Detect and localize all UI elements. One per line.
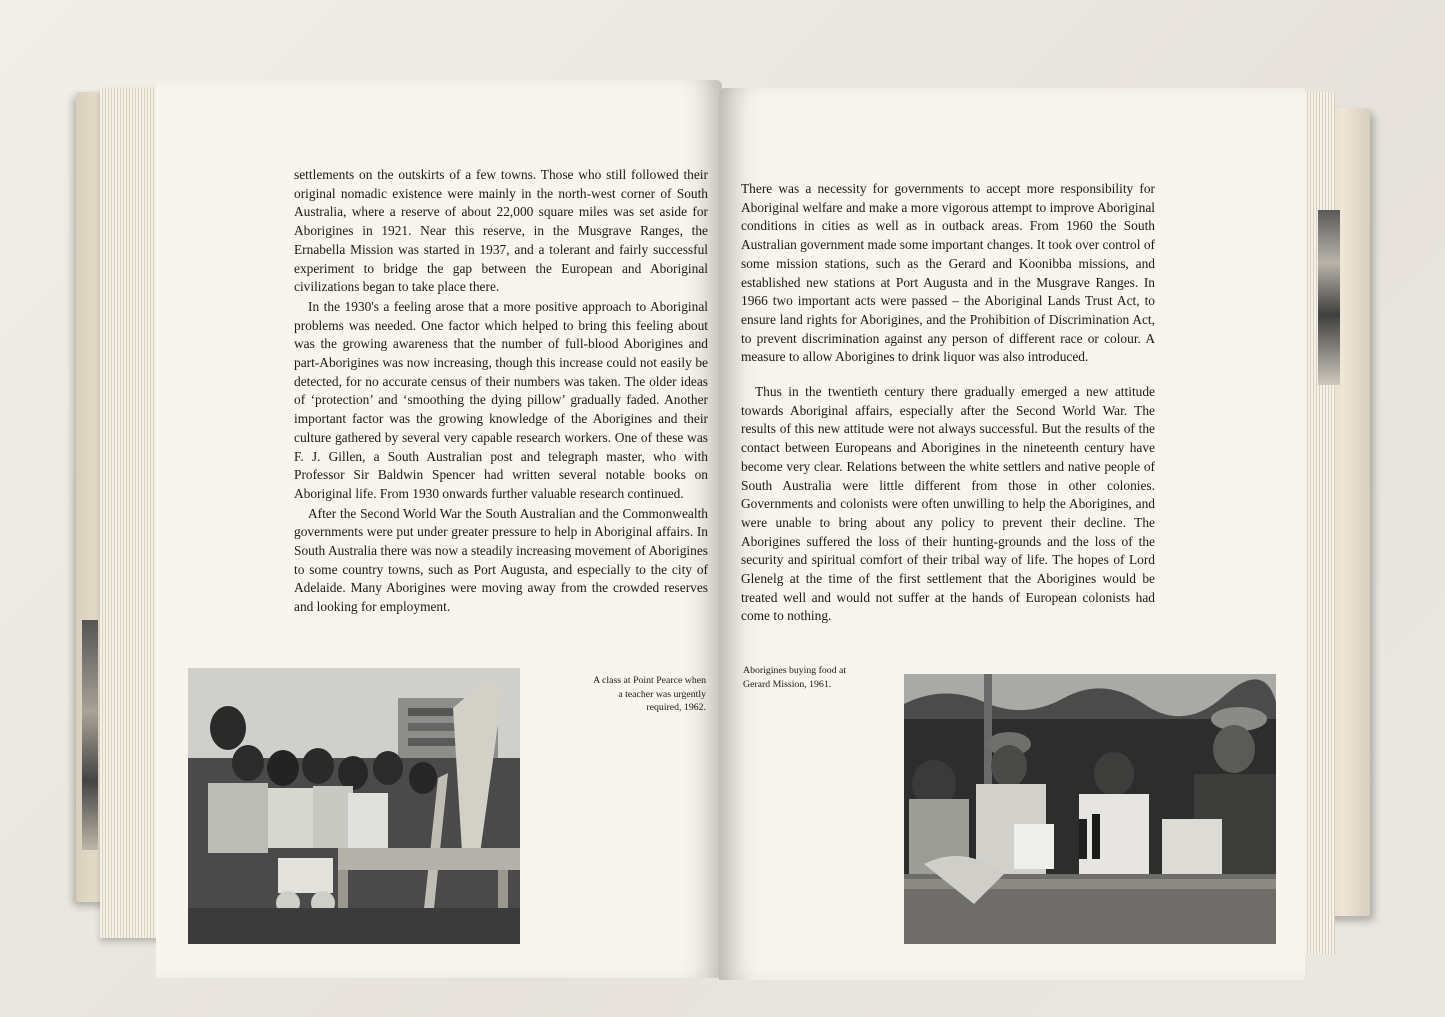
left-paragraph: In the 1930's a feeling arose that a more positive approach to Aboriginal problems was needed. One factor which helped to bring this feeling about was the growing awareness that the number of full-blood Aborigines and part-Aborigines was now increasing, though this increase could not easily be detected, for no accurate census of their numbers was taken. The older ideas of ‘protection’ and ‘smoothing the dying pillow’ gradually faded. Another important factor was the growing knowledge of the Aborigines and their culture gathered by several very capable research workers. One of these was F. J. Gillen, a South Australian post and telegraph master, who with Professor Sir Baldwin Spencer had written several notable books on Aboriginal life. From 1930 onwards further valuable research continued.: [294, 298, 708, 501]
left-paragraph: After the Second World War the South Australian and the Commonwealth governments were put under greater pressure to help in Aboriginal affairs. In South Australia there was now a steadily increasing movement of Aborigines to some country towns, such as Port Augusta, and especially to the city of Adelaide. Many Aborigines were moving away from the crowded reserves and looking for employment.: [294, 505, 708, 615]
gerard-mission-photo: [904, 674, 1276, 944]
left-page: [156, 80, 722, 978]
right-page: [719, 88, 1305, 980]
left-paragraph: settlements on the outskirts of a few towns. Those who still followed their original nomadic existence were mainly in the north-west corner of South Australia, where a reserve of about 22,000 square miles was set aside for Aborigines in 1921. Near this reserve, in the Musgrave Ranges, the Ernabella Mission was started in 1937, and a tolerant and fairly successful experiment to bridge the gap between the European and Aboriginal civilizations began to take place there.: [294, 167, 708, 295]
food-photo-caption: Aborigines buying food at Gerard Mission, 1961.: [743, 665, 847, 690]
right-page-body: [741, 180, 1155, 626]
right-paragraph: Thus in the twentieth century there gradually emerged a new attitude towards Aboriginal affairs, especially after the Second World War. The results of this new attitude were not always successful. But the results of the contact between Europeans and Aborigines in the nineteenth century have become very clear. Relations between the white settlers and native people of South Australia were little different from those in other colonies. Governments and colonists were often unwilling to help the Aborigines, and were unable to bring about any policy to prevent their decline. The Aborigines suffered the loss of their hunting-grounds and the loss of the security and spiritual comfort of their tribal way of life. The hopes of Lord Glenelg at the time of the first settlement that the Aborigines would be treated well and would not suffer at the hands of European colonists had come to nothing.: [741, 384, 1155, 624]
page-edge-photo-strip-left: [82, 620, 98, 850]
classroom-photo: [188, 668, 520, 944]
left-page-body: [294, 166, 708, 617]
classroom-photo-caption: A class at Point Pearce when a teacher was urgently required, 1962.: [593, 675, 706, 714]
page-edge-photo-strip-right: [1318, 210, 1340, 385]
right-paragraph: There was a necessity for governments to accept more responsibility for Aboriginal welfare and make a more vigorous attempt to improve Aboriginal conditions in cities as well as in outback areas. From 1960 the South Australian government made some important changes. It took over control of some mission stations, such as the Gerard and Koonibba missions, and established new stations at Port Augusta and in the Musgrave Ranges. In 1966 two important acts were passed – the Aboriginal Lands Trust Act, to ensure land rights for Aborigines, and the Prohibition of Discrimination Act, to prevent discrimination against any person of different race or colour. A measure to allow Aborigines to drink liquor was also introduced.: [741, 181, 1155, 365]
